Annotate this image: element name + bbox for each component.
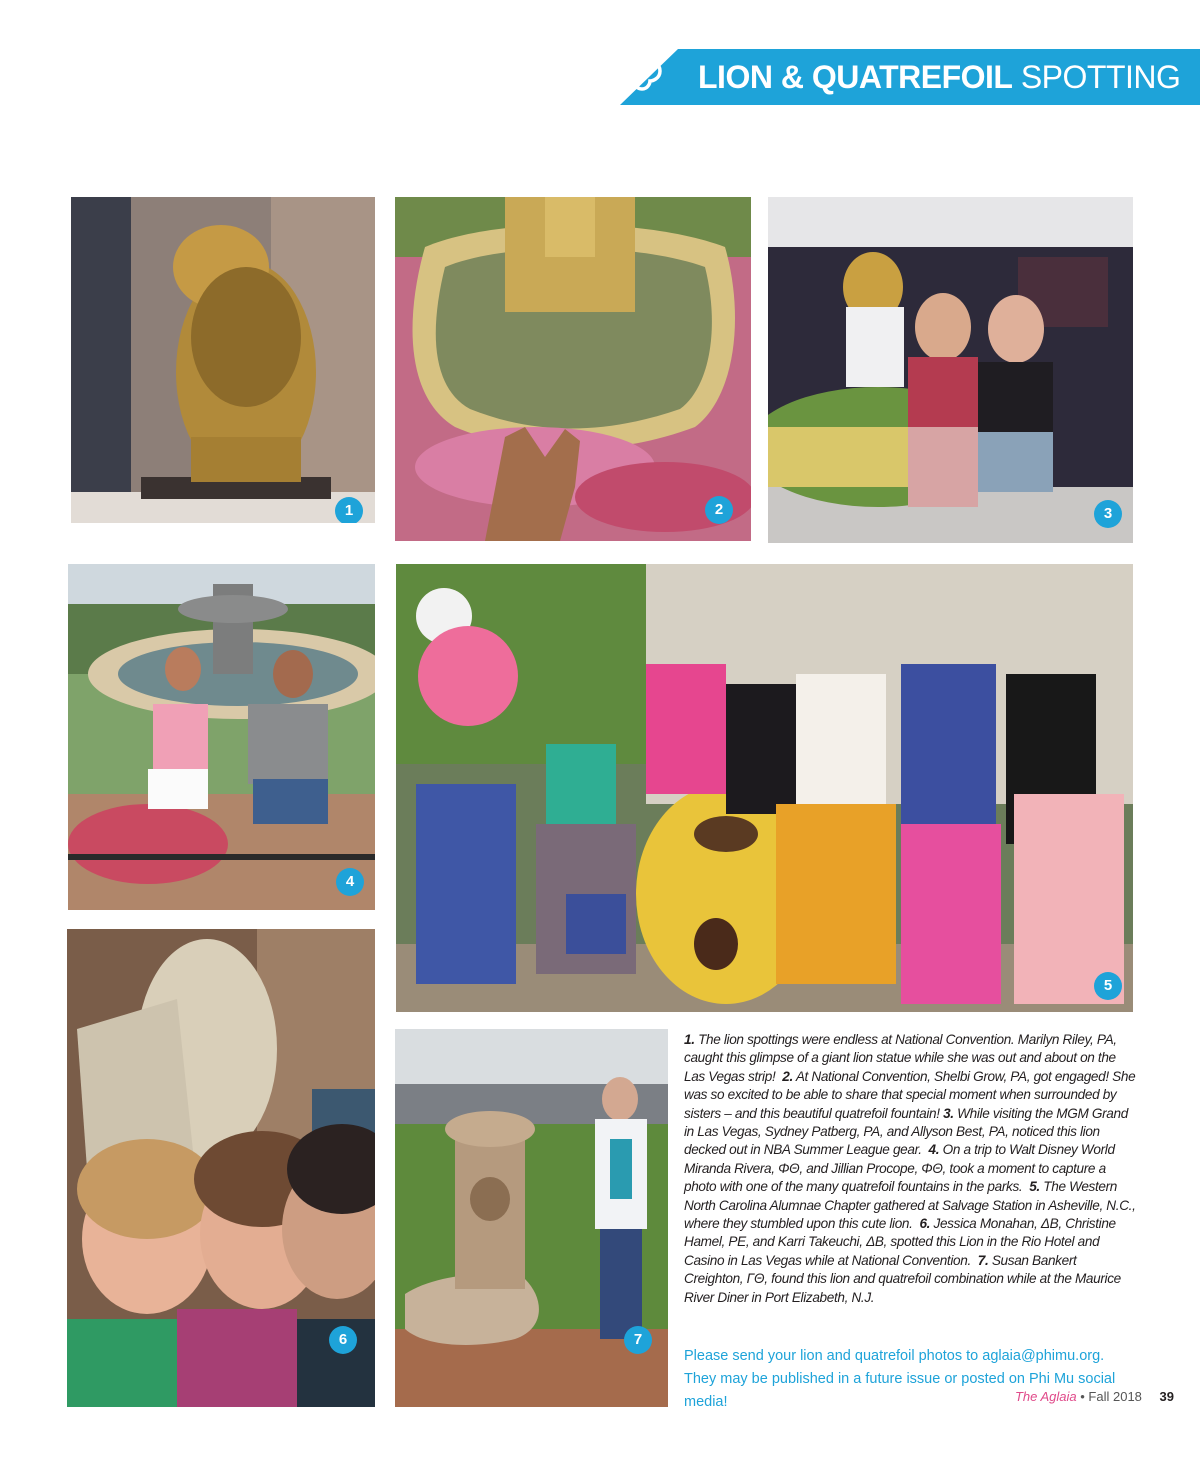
photo-6-rio-selfie — [67, 929, 375, 1407]
caption-4-number: 4. — [928, 1142, 940, 1158]
photo-2-image — [395, 197, 751, 541]
photo-3-nba-lion — [768, 197, 1133, 543]
issue-label: Fall 2018 — [1088, 1389, 1142, 1404]
caption-2-text: At National Convention, Shelbi Grow, PA, got engaged! She was so excited to be able to share that special moment when surrounded by sisters – and this beautiful quatrefoil fountain! — [684, 1068, 1136, 1121]
caption-7-number: 7. — [977, 1252, 989, 1268]
quatrefoil-icon — [620, 49, 664, 93]
photo-number-badge: 2 — [705, 496, 733, 524]
caption-3-number: 3. — [943, 1105, 954, 1121]
caption-1-number: 1. — [684, 1032, 695, 1047]
caption-2-number: 2. — [782, 1068, 793, 1084]
photo-4-disney-fountain — [68, 564, 375, 910]
section-banner — [620, 49, 1200, 105]
photo-5-image — [396, 564, 1133, 1012]
caption-3-text: While visiting the MGM Grand in Las Vegas, Sydney Patberg, PA, and Allyson Best, PA, noticed this lion decked out in NBA Summer League gear. — [684, 1105, 1128, 1158]
caption-5-number: 5. — [1029, 1179, 1040, 1195]
submission-call-to-action: Please send your lion and quatrefoil photos to aglaia@phimu.org. They may be published in a future issue or posted on Phi Mu social media! — [684, 1348, 1116, 1410]
footer-separator: • — [1080, 1389, 1085, 1404]
photo-2-quatrefoil-fountain — [395, 197, 751, 541]
caption-6-text: Jessica Monahan, ΔB, Christine Hamel, PE, and Karri Takeuchi, ΔB, spotted this Lion in the Rio Hotel and Casino in Las Vegas while at National Convention. — [684, 1216, 1116, 1268]
section-title-bold: LION & QUATREFOIL — [698, 59, 1013, 95]
photo-number-badge: 7 — [624, 1326, 652, 1354]
section-title — [698, 57, 1180, 97]
caption-1-text: The lion spottings were endless at National Convention. Marilyn Riley, PA, caught this glimpse of a giant lion statue while she was out and about on the Las Vegas strip! — [684, 1032, 1117, 1084]
photo-1-mgm-lion — [71, 197, 375, 523]
photo-7-diner-fountain — [395, 1029, 668, 1407]
photo-number-badge: 4 — [336, 868, 364, 896]
caption-5-text: The Western North Carolina Alumnae Chapter gathered at Salvage Station in Asheville, N.C., where they stumbled upon this cute lion. — [684, 1179, 1136, 1232]
photo-4-image — [68, 564, 375, 910]
photo-number-badge: 5 — [1094, 972, 1122, 1000]
photo-number-badge: 1 — [335, 497, 363, 523]
caption-6-number: 6. — [919, 1216, 931, 1232]
photo-number-badge: 3 — [1094, 500, 1122, 528]
photo-1-image — [71, 197, 375, 523]
photo-captions — [684, 1031, 1136, 1307]
magazine-name: The Aglaia — [1014, 1389, 1077, 1404]
caption-7-text: Susan Bankert Creighton, ΓΘ, found this lion and quatrefoil combination while at the Maurice River Diner in Port Elizabeth, N.J. — [684, 1252, 1121, 1305]
page-footer — [1015, 1389, 1174, 1404]
section-title-light: SPOTTING — [1020, 59, 1181, 95]
page-number: 39 — [1159, 1389, 1174, 1404]
photo-5-alumnae-group — [396, 564, 1133, 1012]
photo-7-image — [395, 1029, 668, 1407]
caption-4-text: On a trip to Walt Disney World Miranda Rivera, ΦΘ, and Jillian Procope, ΦΘ, took a moment to capture a photo with one of the many quatrefoil fountains in the parks. — [684, 1142, 1115, 1195]
photo-number-badge: 6 — [329, 1326, 357, 1354]
photo-3-image — [768, 197, 1133, 543]
